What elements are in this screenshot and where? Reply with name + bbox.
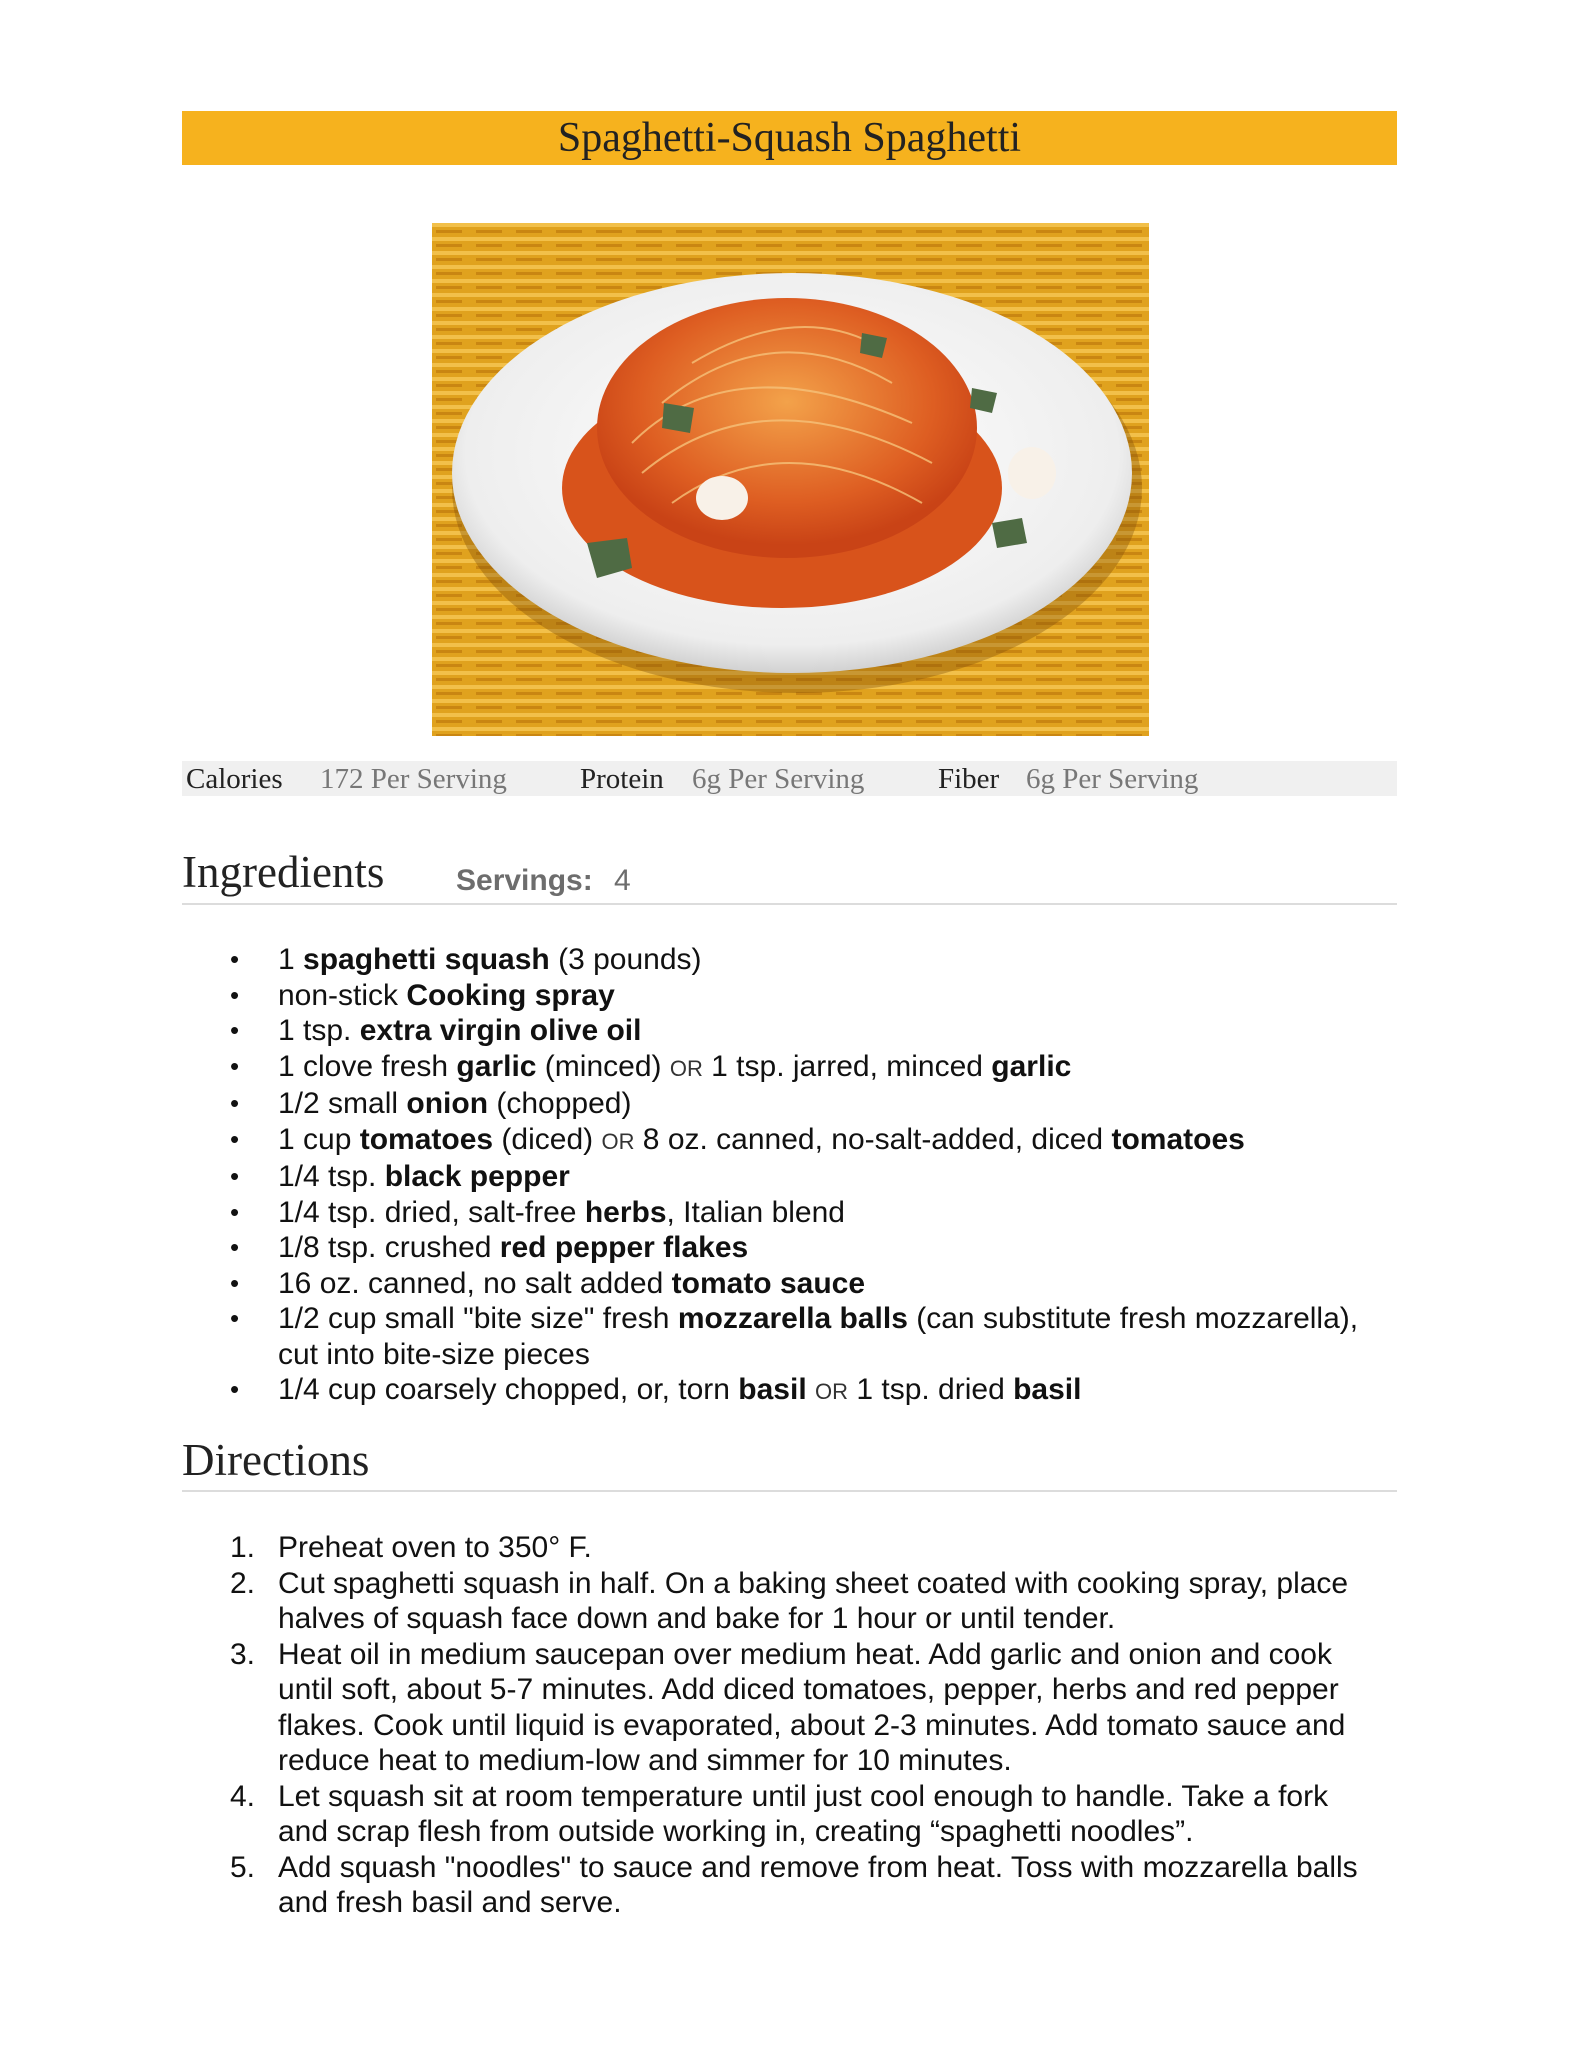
ingredient-item bbox=[230, 1195, 1390, 1231]
nutrition-bar bbox=[182, 761, 1397, 796]
step-text: Preheat oven to 350° F. bbox=[278, 1531, 592, 1564]
ingredient-text: (chopped) bbox=[488, 1087, 632, 1120]
ingredient-text: tomato sauce bbox=[671, 1266, 866, 1300]
ingredient-item bbox=[230, 1086, 1390, 1122]
step-number: 1. bbox=[230, 1531, 256, 1564]
ingredient-text: (3 pounds) bbox=[549, 943, 702, 976]
ingredient-item bbox=[230, 978, 1390, 1014]
ingredient-item bbox=[230, 1266, 1390, 1302]
ingredient-text: 1/2 cup small "bite size" fresh bbox=[278, 1302, 678, 1335]
step-text: Let squash sit at room temperature until just cool enough to handle. Take a fork and scrap flesh from outside working in, creating “spaghetti noodles”. bbox=[278, 1779, 1329, 1848]
ingredient-text: basil bbox=[1013, 1373, 1082, 1406]
ingredient-text: OR bbox=[601, 1128, 635, 1154]
ingredient-item bbox=[230, 1301, 1390, 1372]
ingredient-text: mozzarella balls bbox=[677, 1302, 908, 1335]
ingredient-text: 16 oz. canned, no salt added bbox=[278, 1266, 672, 1300]
servings-label: Servings: bbox=[456, 864, 593, 897]
direction-step bbox=[230, 1850, 1380, 1921]
ingredient-text: onion bbox=[406, 1087, 489, 1120]
directions-header bbox=[182, 1434, 1397, 1492]
ingredient-text: (minced) bbox=[536, 1049, 670, 1083]
ingredient-text: 1/4 tsp. bbox=[278, 1160, 385, 1193]
ingredient-text: 1 tsp. jarred, minced bbox=[702, 1049, 992, 1083]
ingredient-text: 1 tsp. bbox=[278, 1014, 360, 1047]
servings-value: 4 bbox=[614, 864, 631, 897]
ingredient-item bbox=[230, 1372, 1390, 1410]
ingredient-text: (can substitute fresh mozzarella), cut into bite-size pieces bbox=[278, 1302, 1359, 1371]
calories-value: 172 Per Serving bbox=[320, 763, 507, 795]
ingredient-text: non-stick bbox=[278, 978, 407, 1012]
step-number: 4. bbox=[230, 1779, 256, 1813]
direction-step bbox=[230, 1637, 1380, 1779]
ingredient-text: 1/8 tsp. crushed bbox=[278, 1231, 500, 1264]
ingredients-list bbox=[230, 942, 1390, 1410]
ingredient-text: (diced) bbox=[493, 1122, 602, 1156]
ingredient-text: OR bbox=[669, 1055, 703, 1081]
ingredient-text: spaghetti squash bbox=[303, 943, 550, 976]
ingredient-text: 1/4 tsp. dried, salt-free bbox=[278, 1195, 585, 1229]
ingredient-text bbox=[807, 1373, 815, 1406]
ingredient-text: 1/4 cup coarsely chopped, or, torn bbox=[278, 1373, 739, 1406]
directions-heading: Directions bbox=[182, 1435, 370, 1485]
direction-step bbox=[230, 1566, 1380, 1637]
ingredient-text: Cooking spray bbox=[406, 978, 615, 1012]
step-text: Add squash "noodles" to sauce and remove from heat. Toss with mozzarella balls and fresh basil and serve. bbox=[278, 1850, 1358, 1919]
ingredient-text: 1/2 small bbox=[278, 1087, 407, 1120]
recipe-title: Spaghetti-Squash Spaghetti bbox=[557, 115, 1022, 161]
ingredient-text: 8 oz. canned, no-salt-added, diced bbox=[634, 1122, 1112, 1156]
ingredient-item bbox=[230, 1049, 1390, 1087]
ingredient-item bbox=[230, 1013, 1390, 1049]
ingredient-text: black pepper bbox=[384, 1160, 570, 1193]
ingredient-item bbox=[230, 1159, 1390, 1195]
fiber-label: Fiber bbox=[938, 763, 1000, 795]
step-number: 2. bbox=[230, 1566, 256, 1600]
direction-step bbox=[230, 1779, 1380, 1850]
ingredient-item bbox=[230, 1230, 1390, 1266]
ingredient-text: , Italian blend bbox=[666, 1195, 845, 1229]
ingredient-text: 1 bbox=[278, 943, 304, 976]
protein-value: 6g Per Serving bbox=[692, 763, 865, 795]
ingredient-text: red pepper flakes bbox=[499, 1231, 749, 1264]
ingredient-text: basil bbox=[738, 1373, 807, 1406]
step-text: Cut spaghetti squash in half. On a baking sheet coated with cooking spray, place halves of squash face down and bake for 1 hour or until tender. bbox=[278, 1566, 1349, 1635]
ingredient-text: tomatoes bbox=[359, 1122, 494, 1156]
recipe-photo bbox=[432, 223, 1149, 736]
ingredient-text: 1 clove fresh bbox=[278, 1049, 457, 1083]
calories-label: Calories bbox=[186, 763, 283, 795]
protein-label: Protein bbox=[580, 763, 664, 795]
ingredient-item bbox=[230, 942, 1390, 978]
ingredient-item bbox=[230, 1122, 1390, 1160]
title-bar bbox=[182, 111, 1397, 165]
ingredient-text: 1 tsp. dried bbox=[848, 1373, 1014, 1406]
step-number: 3. bbox=[230, 1637, 256, 1671]
ingredient-text: tomatoes bbox=[1111, 1122, 1245, 1156]
fiber-value: 6g Per Serving bbox=[1026, 763, 1199, 795]
directions-list bbox=[230, 1530, 1380, 1921]
direction-step bbox=[230, 1530, 1380, 1566]
ingredient-text: garlic bbox=[991, 1049, 1072, 1083]
ingredient-text: garlic bbox=[456, 1049, 537, 1083]
ingredient-text: herbs bbox=[584, 1195, 667, 1229]
ingredients-heading: Ingredients bbox=[182, 847, 385, 897]
step-text: Heat oil in medium saucepan over medium heat. Add garlic and onion and cook until soft, about 5-7 minutes. Add diced tomatoes, pepper, herbs and red pepper flakes. Cook until liquid is evaporated, about 2-3 minutes. Add tomato sauce and reduce heat to medium-low and simmer for 10 minutes. bbox=[278, 1637, 1346, 1777]
ingredients-header bbox=[182, 846, 1397, 905]
ingredient-text: extra virgin olive oil bbox=[359, 1014, 642, 1047]
recipe-photo-image bbox=[432, 223, 1149, 736]
ingredient-text: OR bbox=[815, 1379, 849, 1404]
step-number: 5. bbox=[230, 1850, 256, 1884]
ingredient-text: 1 cup bbox=[278, 1122, 360, 1156]
